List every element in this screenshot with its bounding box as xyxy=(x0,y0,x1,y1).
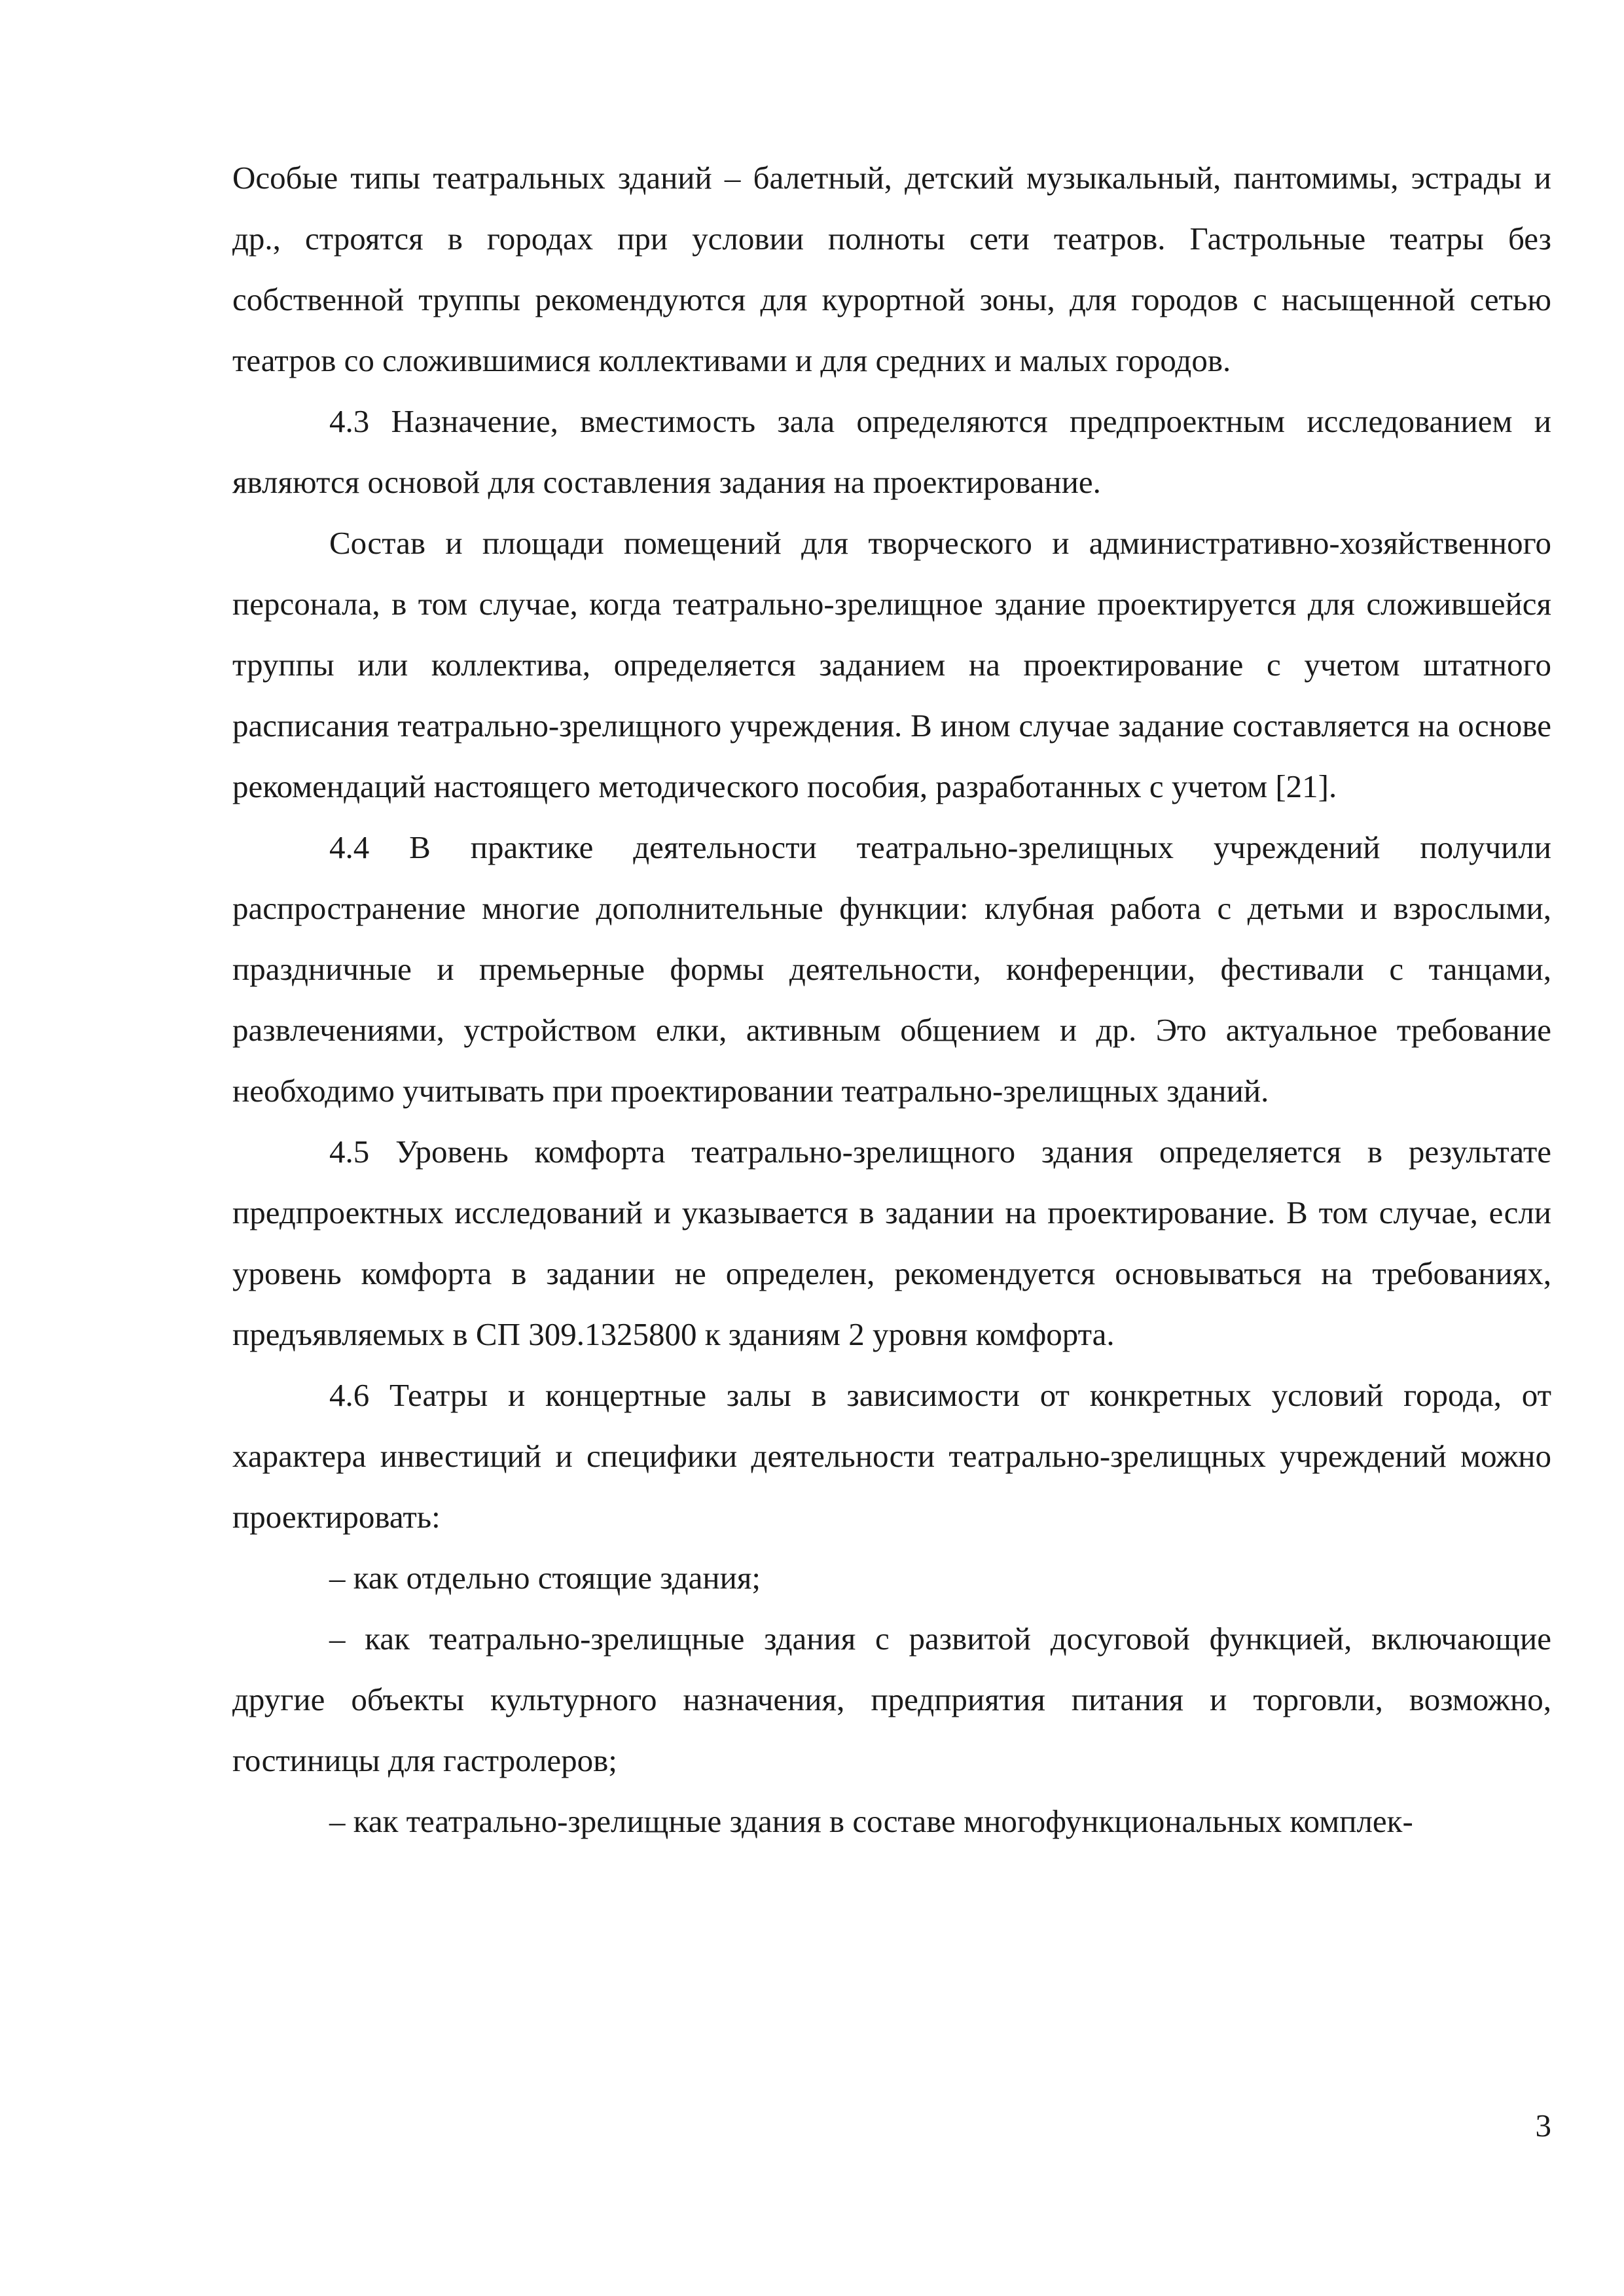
paragraph-4-6: 4.6 Театры и концертные залы в зависимости от конкретных условий города, от характера инвестиций и специфики деятельности театрально-зрелищных учреждений можно проектировать: xyxy=(232,1377,1551,1535)
list-item-standalone: – как отдельно стоящие здания; xyxy=(329,1560,761,1596)
paragraph-4-4: 4.4 В практике деятельности театрально-зрелищных учреждений получили распространение многие дополнительные функции: клубная работа с детьми и взрослыми, праздничные и премьерные формы деятельности, конференции, фестивали с танцами, развлечениями, устройством елки, активным общением и др. Это актуальное требование необходимо учитывать при проектировании театрально-зрелищных зданий. xyxy=(232,829,1551,1109)
list-item-multifunctional: – как театрально-зрелищные здания в составе многофункциональных комплек- xyxy=(329,1803,1413,1839)
page-number: 3 xyxy=(1535,2108,1551,2144)
paragraph-4-3: 4.3 Назначение, вместимость зала определяются предпроектным исследованием и являются основой для составления задания на проектирование. xyxy=(232,403,1551,500)
paragraph-continuation: Особые типы театральных зданий – балетный, детский музыкальный, пантомимы, эстрады и др., строятся в городах при условии полноты сети театров. Гастрольные театры без собственной труппы рекомендуются для курортной зоны, для городов с насыщенной сетью театров со сложившимися коллективами и для средних и малых городов. xyxy=(232,160,1551,378)
paragraph-staff-composition: Состав и площади помещений для творческого и административно-хозяйственного персонала, в том случае, когда театрально-зрелищное здание проектируется для сложившейся труппы или коллектива, определяется заданием на проектирование с учетом штатного расписания театрально-зрелищного учреждения. В ином случае задание составляется на основе рекомендаций настоящего методического пособия, разработанных с учетом [21]. xyxy=(232,525,1551,804)
paragraph-4-5: 4.5 Уровень комфорта театрально-зрелищного здания определяется в результате предпроектных исследований и указывается в задании на проектирование. В том случае, если уровень комфорта в задании не определен, рекомендуется основываться на требованиях, предъявляемых в СП 309.1325800 к зданиям 2 уровня комфорта. xyxy=(232,1134,1551,1352)
list-item-leisure: – как театрально-зрелищные здания с развитой досуговой функцией, включающие другие объекты культурного назначения, предприятия питания и торговли, возможно, гостиницы для гастролеров; xyxy=(232,1621,1551,1778)
body-text xyxy=(232,147,1551,1852)
